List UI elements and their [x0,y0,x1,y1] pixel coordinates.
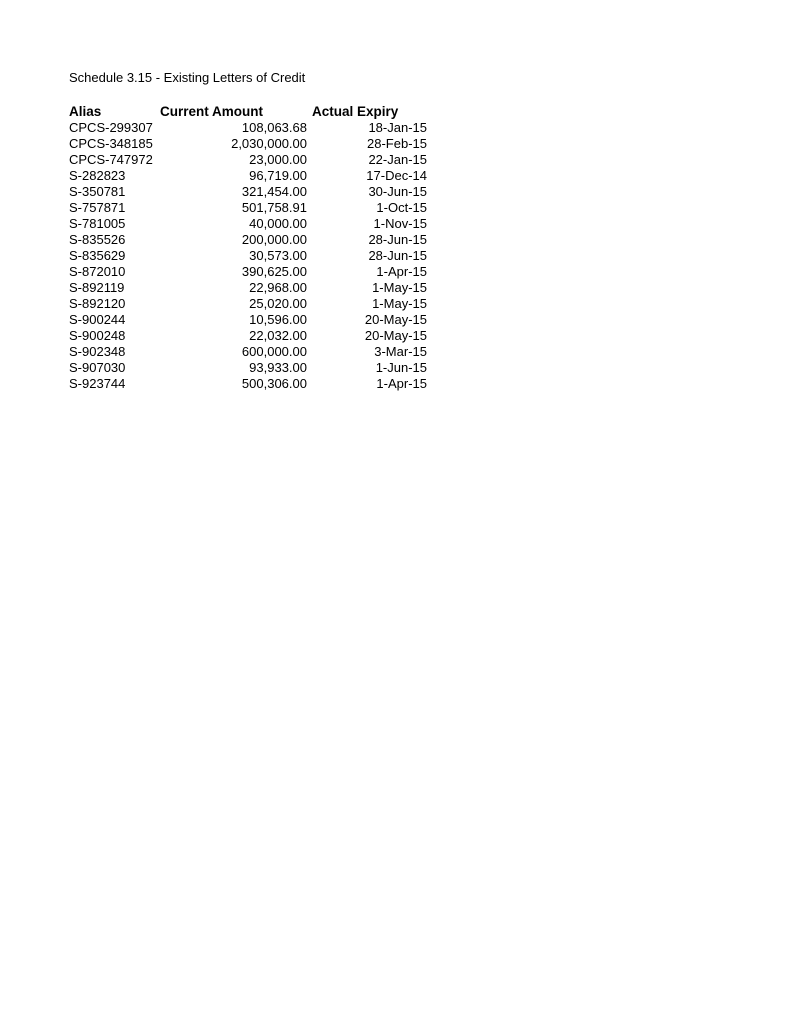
cell-current-amount: 30,573.00 [249,248,307,263]
table-row [69,328,427,344]
cell-actual-expiry: 1-Nov-15 [373,216,427,231]
cell-alias: S-902348 [69,344,126,359]
cell-alias: S-872010 [69,264,126,279]
cell-actual-expiry: 1-May-15 [372,280,427,295]
cell-actual-expiry: 20-May-15 [364,312,427,327]
table-row [69,200,427,216]
table-row [69,136,427,152]
cell-current-amount: 40,000.00 [249,216,307,231]
table-row [69,296,427,312]
table-row [69,232,427,248]
table-row [69,168,427,184]
cell-actual-expiry: 1-Apr-15 [376,264,427,279]
table-row [69,248,427,264]
table-row [69,344,427,360]
table-row [69,264,427,280]
cell-current-amount: 93,933.00 [249,360,307,375]
table-row [69,376,427,392]
cell-alias: S-892120 [69,296,126,311]
cell-actual-expiry: 1-May-15 [372,296,427,311]
header-alias: Alias [69,104,102,119]
cell-current-amount: 23,000.00 [249,152,307,167]
cell-actual-expiry: 22-Jan-15 [368,152,427,167]
cell-current-amount: 500,306.00 [241,376,307,391]
cell-alias: S-907030 [69,360,126,375]
table-body [69,120,427,392]
cell-current-amount: 96,719.00 [249,168,307,183]
cell-current-amount: 22,968.00 [249,280,307,295]
cell-actual-expiry: 18-Jan-15 [368,120,427,135]
cell-alias: CPCS-348185 [69,136,153,151]
cell-actual-expiry: 17-Dec-14 [366,168,427,183]
header-actual-expiry: Actual Expiry [312,104,399,119]
cell-alias: S-282823 [69,168,126,183]
cell-current-amount: 390,625.00 [241,264,307,279]
cell-current-amount: 321,454.00 [241,184,307,199]
cell-actual-expiry: 28-Feb-15 [367,136,427,151]
table-row [69,280,427,296]
table-row [69,120,427,136]
cell-current-amount: 200,000.00 [241,232,307,247]
cell-actual-expiry: 20-May-15 [364,328,427,343]
cell-actual-expiry: 28-Jun-15 [368,248,427,263]
cell-alias: S-835526 [69,232,126,247]
cell-actual-expiry: 30-Jun-15 [368,184,427,199]
cell-alias: S-781005 [69,216,126,231]
table-row [69,312,427,328]
letters-of-credit-table [69,104,427,392]
cell-alias: S-757871 [69,200,126,215]
cell-actual-expiry: 3-Mar-15 [374,344,427,359]
cell-alias: CPCS-747972 [69,152,153,167]
cell-alias: S-923744 [69,376,126,391]
cell-actual-expiry: 1-Apr-15 [376,376,427,391]
cell-current-amount: 25,020.00 [249,296,307,311]
table-row [69,360,427,376]
cell-actual-expiry: 1-Jun-15 [375,360,427,375]
table-row [69,152,427,168]
header-current-amount: Current Amount [160,104,263,119]
cell-current-amount: 501,758.91 [241,200,307,215]
table-header-row [69,104,427,120]
cell-current-amount: 108,063.68 [241,120,307,135]
cell-alias: CPCS-299307 [69,120,153,135]
cell-alias: S-835629 [69,248,126,263]
document-title: Schedule 3.15 - Existing Letters of Credit [69,70,306,85]
cell-alias: S-900244 [69,312,126,327]
cell-alias: S-900248 [69,328,126,343]
cell-current-amount: 22,032.00 [249,328,307,343]
cell-current-amount: 600,000.00 [241,344,307,359]
cell-alias: S-350781 [69,184,126,199]
cell-current-amount: 2,030,000.00 [231,136,307,151]
table-row [69,216,427,232]
cell-alias: S-892119 [69,280,125,295]
table-row [69,184,427,200]
cell-actual-expiry: 1-Oct-15 [376,200,427,215]
cell-current-amount: 10,596.00 [249,312,307,327]
cell-actual-expiry: 28-Jun-15 [368,232,427,247]
